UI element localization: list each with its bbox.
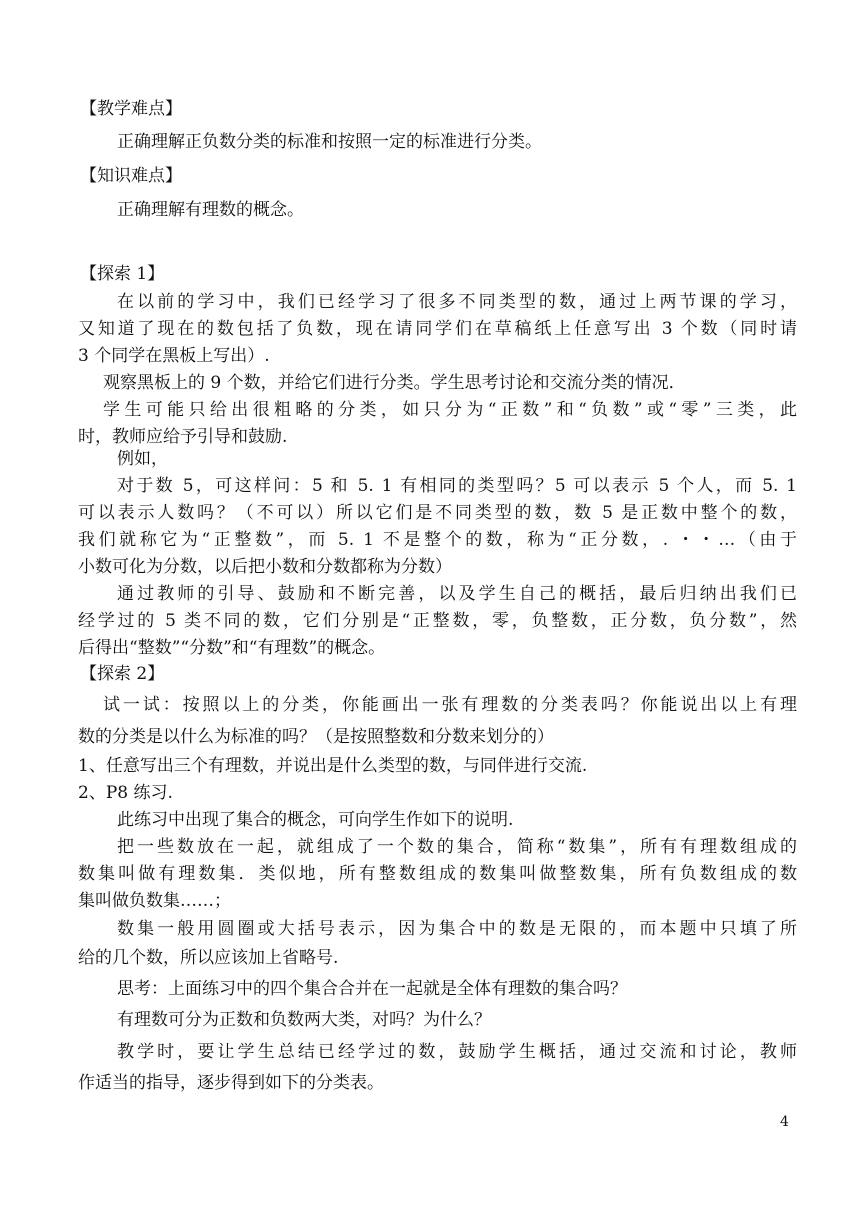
paragraph-line: 对于数 5，可这样问：5 和 5. 1 有相同的类型吗？5 可以表示 5 个人，而 5. 1 xyxy=(117,476,797,496)
paragraph-line: 把一些数放在一起，就组成了一个数的集合，简称“数集”，所有有理数组成的 xyxy=(117,837,797,857)
paragraph-line: 作适当的指导，逐步得到如下的分类表。 xyxy=(78,1073,384,1093)
paragraph-line: 有理数可分为正数和负数两大类，对吗？为什么？ xyxy=(117,1010,491,1030)
paragraph-line: 学生可能只给出很粗略的分类，如只分为“正数”和“负数”或“零”三类，此 xyxy=(103,400,797,420)
heading-knowledge-difficulty: 【知识难点】 xyxy=(80,166,182,186)
difficulty-text: 正确理解正负数分类的标准和按照一定的标准进行分类。 xyxy=(117,132,542,152)
list-item: 1、任意写出三个有理数，并说出是什么类型的数，与同伴进行交流. xyxy=(78,756,588,776)
paragraph-line: 小数可化为分数，以后把小数和分数都称为分数） xyxy=(78,557,452,577)
paragraph-line: 3 个同学在黑板上写出）. xyxy=(78,346,270,366)
page-number: 4 xyxy=(780,1114,789,1130)
knowledge-text: 正确理解有理数的概念。 xyxy=(117,200,304,220)
heading-teaching-difficulty: 【教学难点】 xyxy=(80,99,182,119)
paragraph-line: 数的分类是以什么为标准的吗？（是按照整数和分数来划分的） xyxy=(78,727,554,747)
paragraph-line: 又知道了现在的数包括了负数，现在请同学们在草稿纸上任意写出 3 个数（同时请 xyxy=(78,319,797,339)
paragraph-line: 观察黑板上的 9 个数，并给它们进行分类。学生思考讨论和交流分类的情况． xyxy=(103,373,686,393)
paragraph-line: 数集一般用圆圈或大括号表示，因为集合中的数是无限的，而本题中只填了所 xyxy=(117,919,797,939)
paragraph-line: 后得出“整数”“分数”和“有理数”的概念。 xyxy=(78,638,386,658)
paragraph-line: 给的几个数，所以应该加上省略号. xyxy=(78,948,339,968)
paragraph-line: 数集叫做有理数集．类似地，所有整数组成的数集叫做整数集，所有负数组成的数 xyxy=(78,864,797,884)
heading-explore-1: 【探索 1】 xyxy=(80,264,165,284)
heading-explore-2: 【探索 2】 xyxy=(80,664,165,684)
paragraph-line: 在以前的学习中，我们已经学习了很多不同类型的数，通过上两节课的学习， xyxy=(117,292,797,312)
list-item: 2、P8 练习. xyxy=(78,783,173,803)
paragraph-line: 通过教师的引导、鼓励和不断完善，以及学生自己的概括，最后归纳出我们已 xyxy=(117,584,797,604)
paragraph-line: 思考：上面练习中的四个集合合并在一起就是全体有理数的集合吗？ xyxy=(117,979,627,999)
paragraph-line: 此练习中出现了集合的概念，可向学生作如下的说明. xyxy=(117,810,514,830)
paragraph-line: 经学过的 5 类不同的数，它们分别是“正整数，零，负整数，正分数，负分数”，然 xyxy=(78,611,797,631)
paragraph-line: 可以表示人数吗？（不可以）所以它们是不同类型的数，数 5 是正数中整个的数， xyxy=(78,503,797,523)
paragraph-line: 集叫做负数集……； xyxy=(78,891,231,911)
paragraph-line: 例如， xyxy=(117,449,168,469)
paragraph-line: 时，教师应给予引导和鼓励. xyxy=(78,427,288,447)
paragraph-line: 试一试：按照以上的分类，你能画出一张有理数的分类表吗？你能说出以上有理 xyxy=(103,695,797,715)
paragraph-line: 我们就称它为“正整数”，而 5. 1 不是整个的数，称为“正分数，. ・・…（由于 xyxy=(78,530,797,550)
paragraph-line: 教学时，要让学生总结已经学过的数，鼓励学生概括，通过交流和讨论，教师 xyxy=(117,1042,797,1062)
